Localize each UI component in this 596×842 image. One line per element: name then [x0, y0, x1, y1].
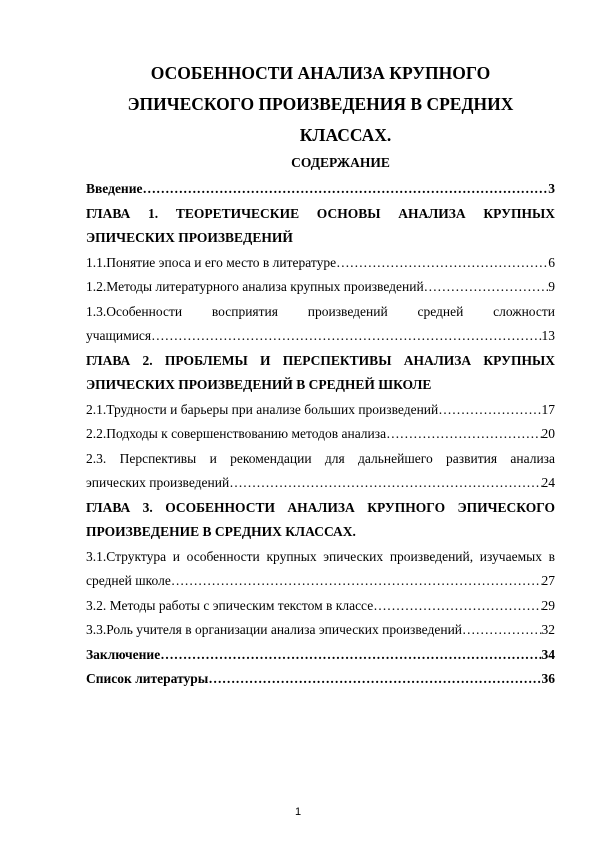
title-line-2: ЭПИЧЕСКОГО ПРОИЗВЕДЕНИЯ В СРЕДНИХ: [127, 94, 514, 114]
chapter-2-heading: [86, 349, 555, 398]
toc-entry-1-2: [86, 275, 555, 300]
chapter-1-line-1: ГЛАВА 1. ТЕОРЕТИЧЕСКИЕ ОСНОВЫ АНАЛИЗА КРУПНЫХ: [86, 205, 555, 221]
toc-entry-2-2: [86, 422, 555, 447]
toc-entry-page: 13: [541, 328, 555, 343]
toc-entry-page: 20: [541, 426, 555, 441]
toc-entry-page: 34: [541, 646, 555, 662]
chapter-1-line-2: ЭПИЧЕСКИХ ПРОИЗВЕДЕНИЙ: [86, 230, 293, 245]
page-number: 1: [294, 806, 302, 818]
toc-entry-page: 3: [548, 181, 555, 196]
toc-entry-page: 9: [548, 279, 555, 294]
title-line-3: КЛАССАХ.: [299, 125, 392, 145]
toc-entry-references: [86, 667, 555, 692]
toc-entry-label: средней школе: [86, 573, 171, 588]
toc-entry-page: 32: [541, 622, 555, 637]
toc-entry-page: 36: [541, 671, 555, 686]
toc-entry-2-1: [86, 398, 555, 423]
document-page: [86, 58, 555, 692]
toc-entry-3-1-line-1: 3.1.Структура и особенности крупных эпических произведений, изучаемых в: [86, 548, 555, 564]
toc-entry-1-3-line-1: 1.3.Особенности восприятия произведений средней сложности: [86, 303, 555, 319]
toc-entry-label: Заключение: [86, 646, 161, 662]
toc-entry-2-3-line-1: 2.3. Перспективы и рекомендации для дальнейшего развития анализа: [86, 450, 555, 466]
toc-entry-label: Список литературы: [86, 671, 209, 686]
toc-entry-page: 6: [548, 254, 555, 270]
toc-entry-label: 1.2.Методы литературного анализа крупных произведений: [86, 279, 424, 294]
chapter-3-heading: [86, 496, 555, 545]
toc-entry-conclusion: [86, 643, 555, 668]
toc-entry-2-3-line-2: [86, 471, 555, 496]
document-title: [86, 58, 555, 151]
toc-entry-1-3-line-2: [86, 324, 555, 349]
chapter-2-line-2: ЭПИЧЕСКИХ ПРОИЗВЕДЕНИЙ В СРЕДНЕЙ ШКОЛЕ: [86, 377, 432, 392]
toc-entry-page: 27: [541, 573, 555, 588]
toc-entry-intro: [86, 177, 555, 202]
toc-entry-label: 3.3.Роль учителя в организации анализа эпических произведений: [86, 622, 463, 637]
chapter-3-line-2: ПРОИЗВЕДЕНИЕ В СРЕДНИХ КЛАССАХ.: [86, 524, 356, 539]
chapter-3-line-1: ГЛАВА 3. ОСОБЕННОСТИ АНАЛИЗА КРУПНОГО ЭПИЧЕСКОГО: [86, 499, 555, 515]
toc-entry-3-3: [86, 618, 555, 643]
toc-entry-label: 3.2. Методы работы с эпическим текстом в классе: [86, 597, 374, 613]
toc-entry-3-2: [86, 594, 555, 619]
toc-entry-label: 1.1.Понятие эпоса и его место в литературе: [86, 254, 337, 270]
chapter-2-line-1: ГЛАВА 2. ПРОБЛЕМЫ И ПЕРСПЕКТИВЫ АНАЛИЗА КРУПНЫХ: [86, 352, 555, 368]
toc-heading: СОДЕРЖАНИЕ: [291, 155, 390, 170]
title-line-1: ОСОБЕННОСТИ АНАЛИЗА КРУПНОГО: [150, 63, 491, 83]
toc-entry-page: 17: [541, 401, 555, 417]
toc-entry-label: 2.1.Трудности и барьеры при анализе больших произведений: [86, 401, 439, 417]
chapter-1-heading: [86, 202, 555, 251]
toc-entry-label: эпических произведений: [86, 475, 230, 490]
toc-entry-page: 29: [541, 597, 555, 613]
toc-entry-3-1-line-2: [86, 569, 555, 594]
toc-entry-1-1: [86, 251, 555, 276]
toc-entry-label: учащимися: [86, 328, 152, 343]
toc-entry-page: 24: [541, 475, 555, 490]
toc-entry-label: 2.2.Подходы к совершенствованию методов анализа: [86, 426, 387, 441]
toc-entry-label: Введение: [86, 181, 143, 196]
